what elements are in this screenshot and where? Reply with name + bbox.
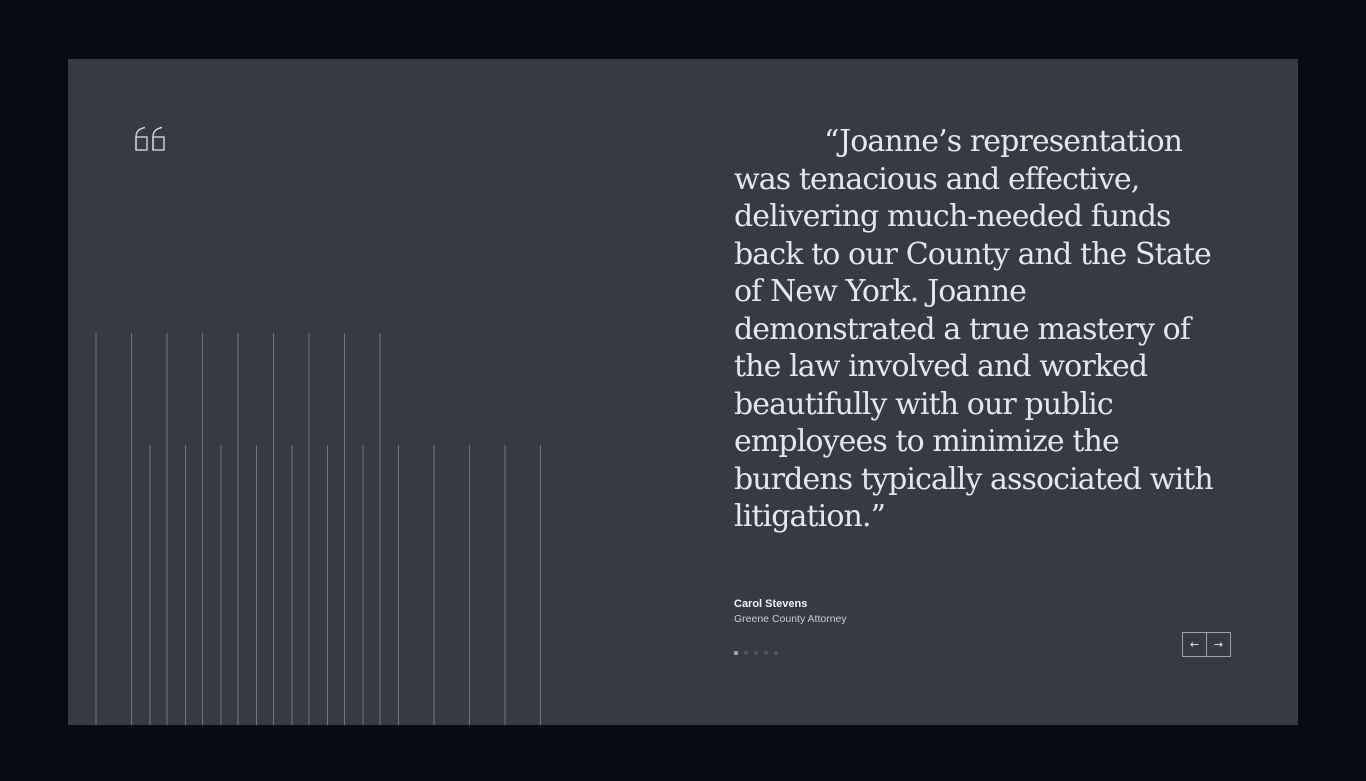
next-button[interactable] [1206,633,1230,656]
pagination-dot[interactable] [774,651,778,655]
testimonial-panel [68,59,1298,725]
carousel-pagination [734,651,778,655]
pagination-dot[interactable] [734,651,738,655]
author-name: Carol Stevens [734,598,808,610]
pagination-dot[interactable] [754,651,758,655]
arrow-left-icon: ← [1189,638,1200,651]
author-role: Greene County Attorney [734,613,847,625]
arrow-right-icon: → [1213,638,1224,651]
pagination-dot[interactable] [764,651,768,655]
carousel-navigation [1182,632,1231,657]
decorative-line-pattern [68,59,628,725]
testimonial-quote: “Joanne’s representation was tenacious and effective, delivering much-needed funds back to our County and the State of New York. Joanne demonstrated a true mastery of the law involved and worked beautifully with our public employees to minimize the burdens typically associated with litigation.” [734,124,1213,534]
pagination-dot[interactable] [744,651,748,655]
previous-button[interactable] [1183,633,1206,656]
